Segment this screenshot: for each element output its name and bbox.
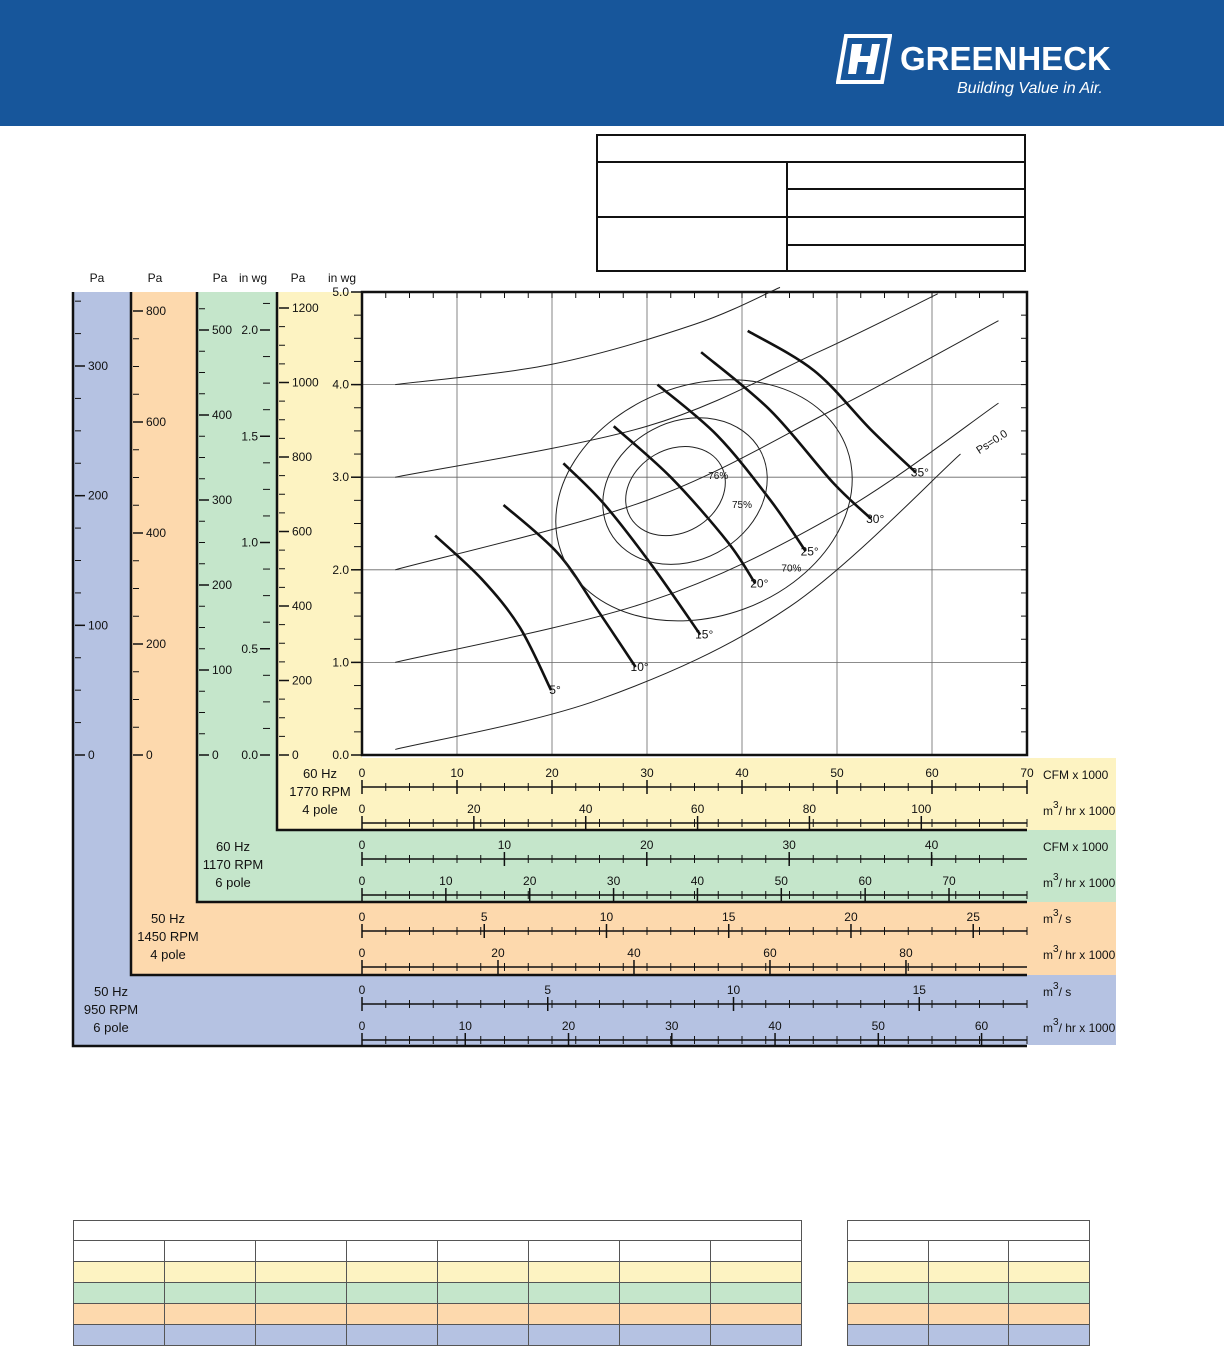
- band-label: 60 Hz: [216, 839, 250, 854]
- tick-label: 50: [830, 766, 844, 780]
- scale-unit-label: CFM x 1000: [1043, 768, 1109, 782]
- tick-label: 70: [942, 874, 956, 888]
- brand-tagline: Building Value in Air.: [957, 80, 1103, 97]
- tick-label: 10: [599, 910, 614, 924]
- tick-label: 80: [802, 802, 817, 816]
- tick-label: 1.0: [332, 655, 349, 670]
- scale-unit-label: $m^3/$ hr x 1000: [1043, 800, 1116, 818]
- tick-label: 5: [480, 910, 488, 924]
- tick-label: 0: [358, 983, 366, 997]
- tick-label: 40: [627, 946, 641, 960]
- scale-unit-label: CFM x 1000: [1043, 840, 1109, 854]
- scale-unit-label: Pa: [147, 271, 163, 285]
- tick-label: 400: [146, 526, 167, 540]
- tick-label: 5: [544, 983, 552, 997]
- tick-label: 2.0: [241, 323, 258, 337]
- tick-label: 20: [523, 874, 537, 888]
- tick-label: 0.5: [241, 641, 258, 656]
- scale-unit-label: Pa: [89, 271, 105, 285]
- scale-unit-label: in wg: [327, 271, 357, 285]
- tick-label: 200: [146, 637, 167, 651]
- ratings-table: [73, 1220, 802, 1346]
- efficiency-label: 70%: [781, 563, 802, 575]
- tick-label: 2.0: [332, 562, 349, 577]
- tick-label: 30: [782, 838, 796, 852]
- tick-label: 30: [665, 1019, 679, 1033]
- scale-unit-label: Pa: [212, 271, 228, 285]
- blade-angle-label: 25°: [800, 544, 819, 559]
- tick-label: 10: [450, 766, 464, 780]
- tick-label: 20: [545, 766, 559, 780]
- tick-label: 40: [690, 874, 705, 888]
- blade-angle-label: 10°: [630, 660, 649, 675]
- tick-label: 4.0: [332, 377, 349, 392]
- tick-label: 0: [358, 838, 366, 852]
- tick-label: 60: [974, 1019, 989, 1033]
- band-label: 6 pole: [215, 875, 251, 890]
- tick-label: 300: [88, 359, 109, 373]
- tick-label: 20: [561, 1019, 576, 1033]
- tick-label: 40: [579, 802, 593, 816]
- tick-label: 0: [358, 766, 366, 780]
- tick-label: 5.0: [332, 285, 349, 299]
- tick-label: 800: [146, 304, 167, 318]
- tick-label: 20: [640, 838, 654, 852]
- band-label: 60 Hz: [303, 766, 337, 781]
- tick-label: 1.0: [241, 535, 258, 550]
- tick-label: 15: [912, 983, 926, 997]
- band-yellow-horizontal: [277, 758, 1116, 830]
- tick-label: 0: [88, 748, 95, 762]
- band-yellow-vertical: [277, 292, 362, 830]
- tick-label: 10: [439, 874, 453, 888]
- tick-label: 400: [212, 408, 233, 422]
- tick-label: 40: [768, 1019, 782, 1033]
- plot-area: [362, 292, 1027, 755]
- blade-angle-label: 20°: [750, 576, 769, 591]
- band-blue-horizontal: [73, 975, 1116, 1045]
- system-curve-label: Ps=0.0: [974, 427, 1010, 457]
- band-label: 4 pole: [302, 802, 338, 817]
- tick-label: 1.5: [241, 429, 258, 444]
- tick-label: 10: [458, 1019, 472, 1033]
- band-label: 4 pole: [150, 947, 186, 962]
- tick-label: 40: [924, 838, 939, 852]
- tick-label: 10: [497, 838, 512, 852]
- tick-label: 1200: [292, 301, 319, 315]
- scale-unit-label: $m^3/$ hr x 1000: [1043, 872, 1116, 890]
- efficiency-label: 76%: [708, 471, 729, 483]
- tick-label: 0: [292, 748, 299, 762]
- tick-label: 100: [88, 618, 109, 633]
- band-label: 950 RPM: [83, 1002, 139, 1017]
- tick-label: 15: [722, 910, 736, 924]
- tick-label: 60: [763, 946, 777, 960]
- tick-label: 200: [212, 578, 233, 592]
- tick-label: 500: [212, 323, 233, 337]
- tick-label: 20: [844, 910, 858, 924]
- efficiency-label: 75%: [731, 499, 753, 511]
- tick-label: 80: [899, 946, 913, 960]
- tick-label: 20: [491, 946, 505, 960]
- tick-label: 1000: [292, 375, 319, 390]
- tick-label: 300: [212, 493, 233, 507]
- tick-label: 60: [858, 874, 872, 888]
- tick-label: 50: [871, 1019, 885, 1033]
- scale-unit-label: Pa: [290, 271, 306, 285]
- band-blue-vertical: [73, 292, 131, 1045]
- band-orange-vertical: [131, 292, 197, 975]
- tick-label: 200: [88, 488, 109, 503]
- tick-label: 0: [358, 874, 366, 888]
- tick-label: 0: [146, 748, 153, 762]
- scale-unit-label: $m^3/$ s: [1043, 908, 1072, 926]
- scale-unit-label: $m^3/$ hr x 1000: [1043, 944, 1116, 962]
- band-label: 50 Hz: [94, 984, 128, 999]
- tick-label: 0: [358, 802, 366, 816]
- tick-label: 10: [726, 983, 741, 997]
- tick-label: 60: [690, 802, 705, 816]
- scale-unit-label: $m^3/$ hr x 1000: [1043, 1017, 1116, 1035]
- tick-label: 0: [358, 1019, 366, 1033]
- band-label: 6 pole: [93, 1020, 129, 1035]
- brand-name: GREENHECK: [900, 40, 1111, 77]
- tick-label: 200: [292, 673, 313, 688]
- band-label: 50 Hz: [151, 911, 185, 926]
- tick-label: 0.0: [241, 748, 258, 762]
- tick-label: 30: [640, 766, 654, 780]
- tick-label: 40: [735, 766, 749, 780]
- tick-label: 20: [467, 802, 481, 816]
- tick-label: 0: [358, 946, 366, 960]
- blade-angle-label: 35°: [910, 465, 929, 480]
- scale-unit-label: in wg: [238, 271, 268, 285]
- scale-unit-label: $m^3/$ s: [1043, 981, 1072, 999]
- motor-table-title: [848, 1221, 1090, 1241]
- tick-label: 0.0: [332, 748, 349, 762]
- tick-label: 0: [358, 910, 366, 924]
- tick-label: 25: [966, 910, 980, 924]
- blade-angle-label: 15°: [695, 627, 714, 642]
- tick-label: 0: [212, 748, 219, 762]
- band-label: 1170 RPM: [202, 857, 264, 872]
- tick-label: 30: [606, 874, 621, 888]
- tick-label: 400: [292, 599, 313, 613]
- band-label: 1770 RPM: [289, 784, 351, 799]
- tick-label: 70: [1020, 766, 1034, 780]
- ratings-table-title: [74, 1221, 802, 1241]
- tick-label: 100: [212, 663, 233, 677]
- tick-label: 800: [292, 450, 313, 464]
- band-label: 1450 RPM: [137, 929, 199, 944]
- tick-label: 600: [146, 415, 167, 429]
- tick-label: 600: [292, 524, 313, 539]
- tick-label: 100: [911, 802, 932, 816]
- blade-angle-label: 30°: [866, 511, 885, 526]
- blade-angle-label: 5°: [549, 683, 561, 698]
- tick-label: 60: [925, 766, 939, 780]
- tick-label: 50: [774, 874, 788, 888]
- motor-table: [847, 1220, 1090, 1346]
- tick-label: 3.0: [332, 470, 349, 485]
- band-green-horizontal: [197, 830, 1116, 902]
